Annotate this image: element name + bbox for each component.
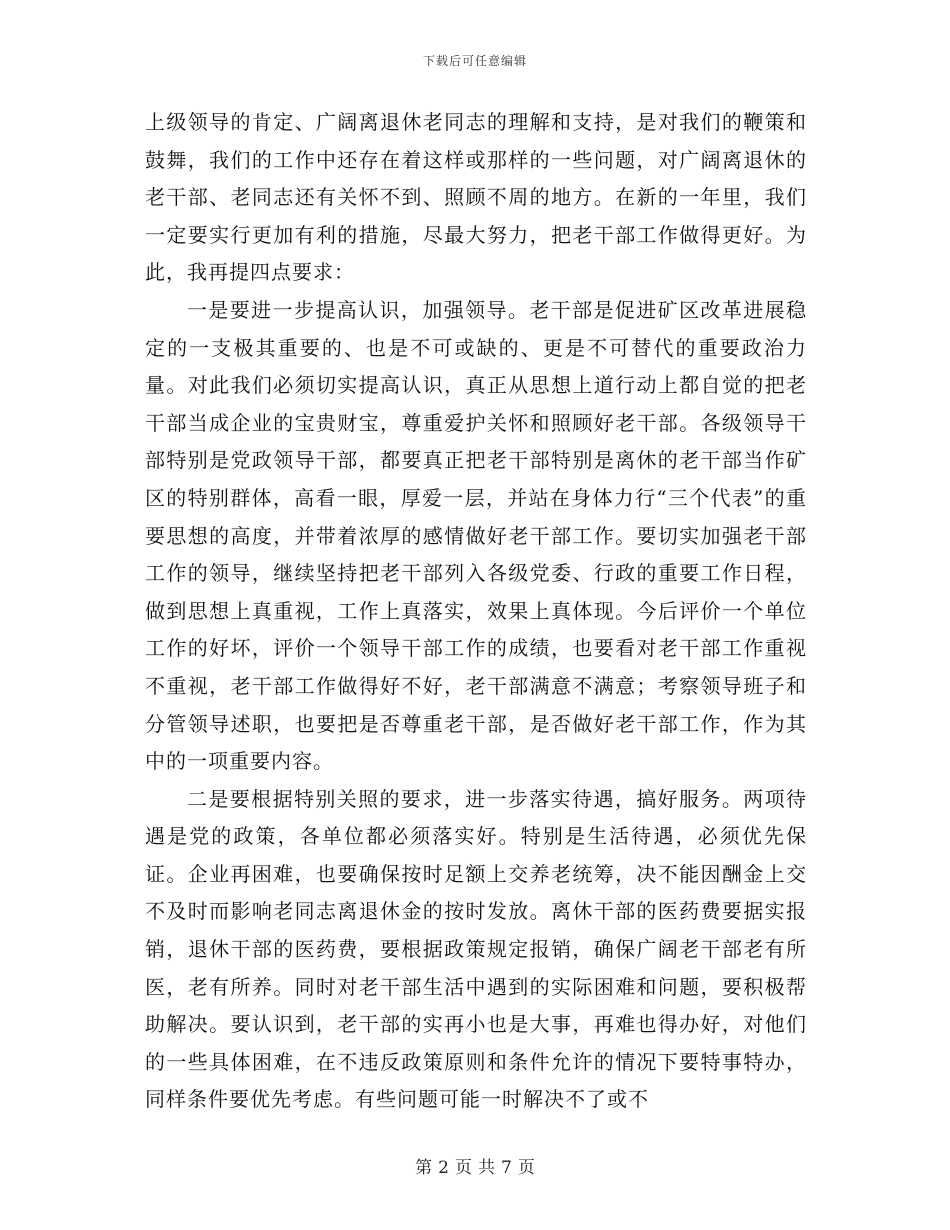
paragraph-1: 上级领导的肯定、广阔离退休老同志的理解和支持，是对我们的鞭策和鼓舞，我们的工作中还存在着这样或那样的一些问题，对广阔离退休的老干部、老同志还有关怀不到、照顾不周的地方。在新的一年里，我们一定要实行更加有利的措施，尽最大努力，把老干部工作做得更好。为此，我再提四点要求： [145, 110, 807, 285]
footer-suffix: 页 [517, 1158, 535, 1178]
footer-total-label: 共 [478, 1158, 495, 1178]
page-header: 下载后可任意编辑 [422, 54, 527, 68]
total-pages-number: 7 [501, 1158, 512, 1178]
paragraph-3: 二是要根据特别关照的要求，进一步落实待遇，搞好服务。两项待遇是党的政策，各单位都必须落实好。特别是生活待遇，必须优先保证。企业再困难，也要确保按时足额上交养老统筹，决不能因酬金上交不及时而影响老同志离退休金的按时发放。离休干部的医药费要据实报销，退休干部的医药费，要根据政策规定报销，确保广阔老干部老有所医，老有所养。同时对老干部生活中遇到的实际困难和问题，要积极帮助解决。要认识到，老干部的实再小也是大事，再难也得办好，对他们的一些具体困难，在不违反政策原则和条件允许的情况下要特事特办，同样条件要优先考虑。有些问题可能一时解决不了或不 [145, 786, 807, 1112]
current-page-number: 2 [438, 1158, 449, 1178]
footer-page-label: 页 [455, 1158, 472, 1178]
footer-prefix: 第 [415, 1158, 433, 1178]
paragraph-2: 一是要进一步提高认识，加强领导。老干部是促进矿区改革进展稳定的一支极其重要的、也是不可或缺的、更是不可替代的重要政治力量。对此我们必须切实提高认识，真正从思想上道行动上都自觉的把老干部当成企业的宝贵财宝，尊重爱护关怀和照顾好老干部。各级领导干部特别是党政领导干部，都要真正把老干部特别是离休的老干部当作矿区的特别群体，高看一眼，厚爱一层，并站在身体力行“三个代表”的重要思想的高度，并带着浓厚的感情做好老干部工作。要切实加强老干部工作的领导，继续坚持把老干部列入各级党委、行政的重要工作日程，做到思想上真重视，工作上真落实，效果上真体现。今后评价一个单位工作的好坏，评价一个领导干部工作的成绩，也要看对老干部工作重视不重视，老干部工作做得好不好，老干部满意不满意；考察领导班子和分管领导述职，也要把是否尊重老干部，是否做好老干部工作，作为其中的一项重要内容。 [145, 297, 807, 774]
page-footer [0, 1153, 950, 1178]
document-body [145, 104, 807, 1119]
